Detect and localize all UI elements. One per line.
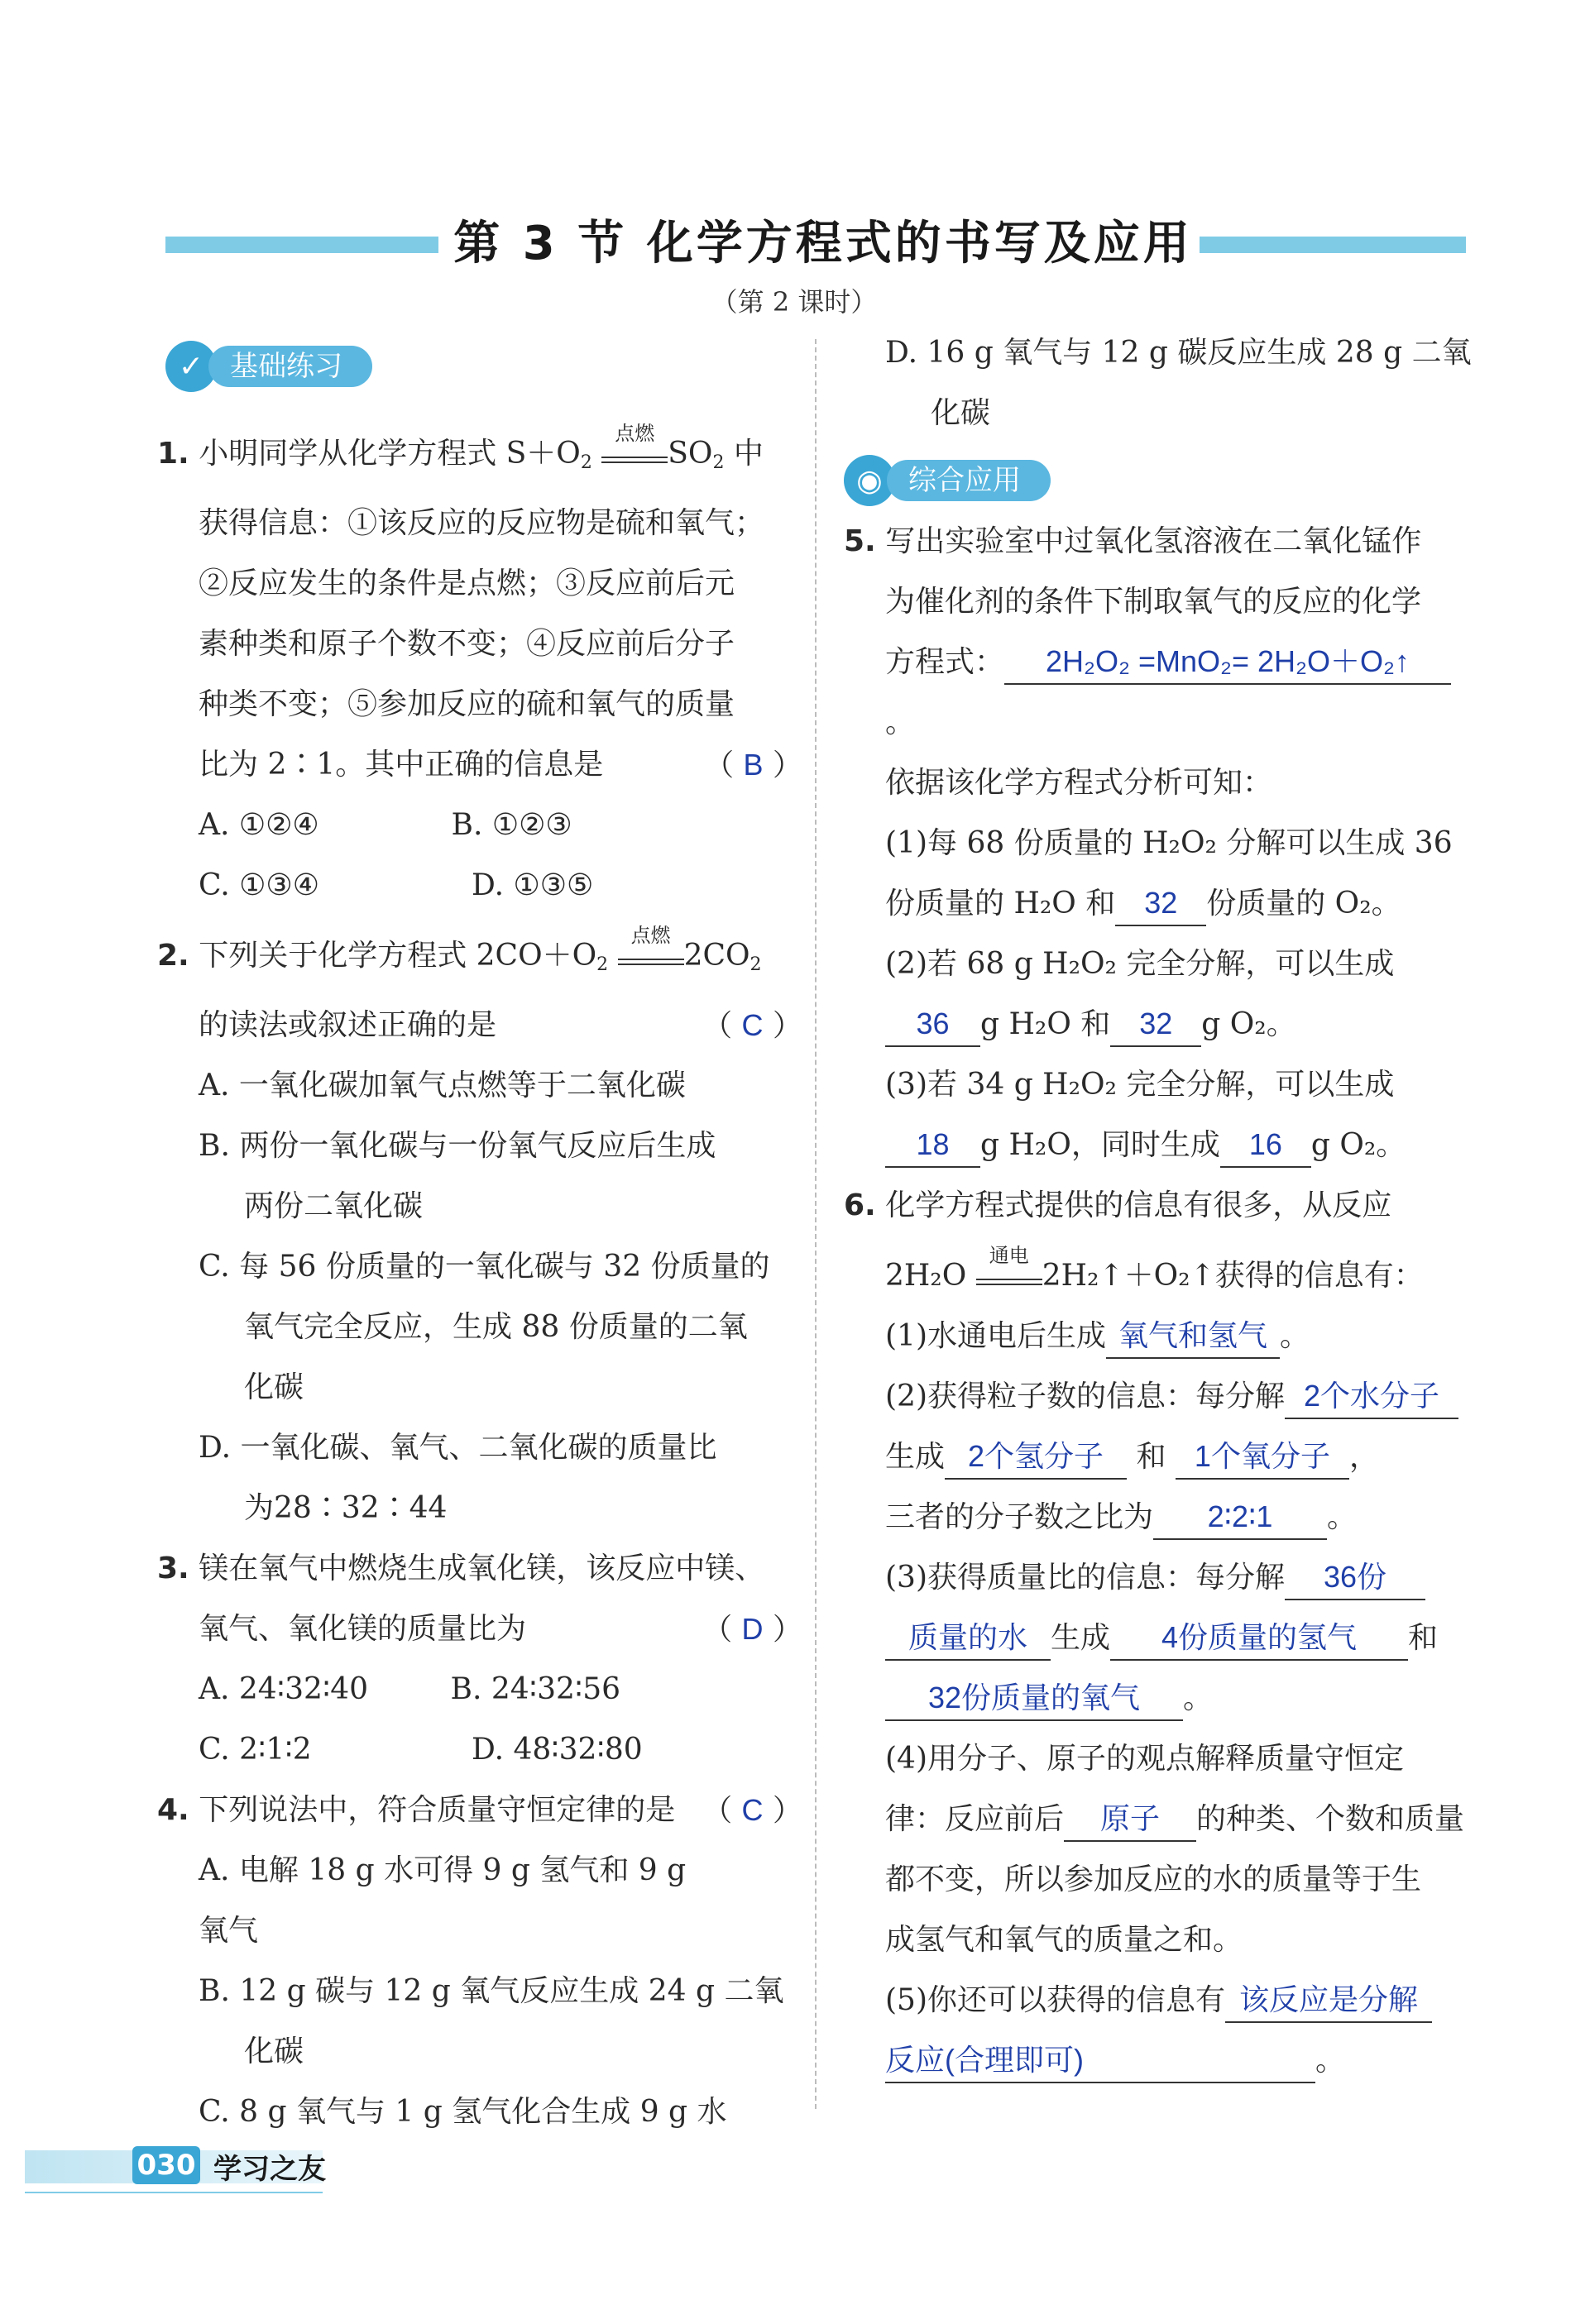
page-title: 第 3 节 化学方程式的书写及应用 [453,217,1193,270]
q6-part5a: (5)你还可以获得的信息有 [885,1983,1225,2017]
q6-part4c: 的种类、个数和质量 [1196,1802,1465,1836]
q2-option-c2: 氧气完全反应，生成 88 份质量的二氧 [244,1310,748,1344]
q4-option-d2: 化碳 [931,396,991,430]
q6-part3a: (3)获得质量比的信息：每分解 [885,1561,1285,1595]
globe-icon: ◉ [844,455,895,506]
q5-part2c: g O₂。 [1201,1007,1296,1041]
q2-option-c1: C. 每 56 份质量的一氧化碳与 32 份质量的 [199,1250,770,1284]
q1-o2-sub: 2 [580,452,592,473]
q4-line1: 下列说法中，符合质量守恒定律的是 [199,1793,676,1827]
q6-part3b: 生成 [1051,1621,1111,1655]
right-column [844,323,1473,2091]
q4-option-c: C. 8 g 氧气与 1 g 氢气化合生成 9 g 水 [199,2095,727,2129]
q1-option-b: B. ①②③ [451,808,572,842]
q2-co2-sub: 2 [750,954,762,975]
footer-line [25,2192,323,2193]
title-bar-right [1200,237,1466,253]
q5-part2-answer2: 32 [1110,1002,1201,1047]
section-label-basic: 基础练习 [208,346,372,387]
q1-option-c: C. ①③④ [199,868,319,902]
q5-part1a: (1)每 68 份质量的 H₂O₂ 分解可以生成 36 [885,826,1453,860]
q6-eq-b: 2H₂↑＋O₂↑获得的信息有： [1042,1259,1424,1293]
q4-option-d1: D. 16 g 氧气与 12 g 碳反应生成 28 g 二氧 [885,336,1472,370]
q6-condition: 通电 [989,1244,1029,1267]
q2-option-d1: D. 一氧化碳、氧气、二氧化碳的质量比 [199,1431,717,1465]
q5-part1c: 份质量的 O₂。 [1206,887,1401,921]
q2-answer: C [741,1008,764,1042]
page-subtitle: （第 2 课时） [711,286,878,318]
q6-part5-answer2: 反应(合理即可) [885,2039,1315,2083]
q6-part4a: (4)用分子、原子的观点解释质量守恒定 [885,1742,1404,1776]
q5-part1-answer: 32 [1115,882,1206,926]
q2-option-d2: 为28∶32∶44 [244,1491,448,1525]
q2-answer-paren: （ C ） [702,1008,802,1043]
q2-line1a: 下列关于化学方程式 2CO＋O [199,939,597,973]
q2-option-b1: B. 两份一氧化碳与一份氧气反应后生成 [199,1129,716,1163]
q6-part2c: 和 [1136,1440,1166,1474]
q4-option-a: A. 电解 18 g 水可得 9 g 氢气和 9 g 氧气 [199,1853,687,1948]
q5-line2: 为催化剂的条件下制取氧气的反应的化学 [885,585,1422,619]
q1-line1a: 小明同学从化学方程式 S＋O [199,437,581,471]
q5-part3-answer1: 18 [885,1123,980,1168]
q6-part2b: 生成 [885,1440,946,1474]
q5-part2b: g H₂O 和 [980,1007,1111,1041]
q2-option-a: A. 一氧化碳加氧气点燃等于二氧化碳 [199,1069,686,1102]
q6-part3c: 和 [1408,1621,1439,1655]
question-3 [157,1538,802,1780]
section-label-comprehensive: 综合应用 [887,460,1051,501]
q6-part2a: (2)获得粒子数的信息：每分解 [885,1380,1285,1413]
q2-line2: 的读法或叙述正确的是 [199,1008,497,1042]
question-4 [157,1780,802,2142]
q3-answer: D [741,1612,764,1646]
q3-option-a: A. 24∶32∶40 [199,1672,369,1706]
q5-part3c: g O₂。 [1310,1128,1406,1162]
q1-line1c: 中 [724,437,764,471]
q6-part2-answer1: 2个水分子 [1285,1375,1458,1419]
q6-part2-answer4: 2∶2∶1 [1153,1495,1327,1540]
q6-part4-answer: 原子 [1064,1797,1196,1842]
q6-part3-answer1: 36份 [1285,1556,1425,1600]
q5-part2a: (2)若 68 g H₂O₂ 完全分解，可以生成 [885,947,1395,981]
q4-option-b2: 化碳 [244,2035,304,2068]
question-6 [844,1175,1473,2091]
q5-part3-answer2: 16 [1220,1123,1311,1168]
q6-part2e: 三者的分子数之比为 [885,1500,1154,1534]
q2-line1b: 2CO [683,939,750,973]
title-bar-left [165,237,438,253]
q6-part5-answer1: 该反应是分解 [1225,1978,1432,2023]
q3-number: 3. [157,1552,189,1585]
q5-line3-label: 方程式： [885,645,1005,679]
q1-line2: 获得信息：①该反应的反应物是硫和氧气； [199,506,765,540]
q1-line1b: SO [668,437,713,471]
q6-part3d: 。 [1183,1681,1214,1715]
q6-part3-answer4: 32份质量的氧气 [885,1676,1183,1721]
left-column [157,423,802,2142]
q6-part1b: 。 [1280,1319,1310,1353]
q4-answer-paren: （ C ） [702,1793,802,1828]
q6-part3-answer3: 4份质量的氢气 [1110,1616,1408,1661]
q3-option-d: D. 48∶32∶80 [472,1733,643,1767]
q4-answer: C [741,1793,764,1827]
q6-part5b: 。 [1315,2044,1346,2078]
q5-line1: 写出实验室中过氧化氢溶液在二氧化锰作 [885,524,1422,558]
q1-so2-sub: 2 [712,452,725,473]
column-divider [815,339,817,2109]
q1-option-a: A. ①②④ [199,808,319,842]
q6-part4e: 成氢气和氧气的质量之和。 [885,1923,1243,1957]
q5-part3a: (3)若 34 g H₂O₂ 完全分解，可以生成 [885,1068,1395,1102]
q1-line4: 素种类和原子个数不变；④反应前后分子 [199,627,735,661]
leaf-icon: ✓ [165,341,217,392]
q6-part3-answer2: 质量的水 [885,1616,1051,1661]
q4-option-b1: B. 12 g 碳与 12 g 氧气反应生成 24 g 二氧 [199,1974,784,2008]
q3-line2: 氧气、氧化镁的质量比为 [199,1612,527,1646]
question-5: 5. 写出实验室中过氧化氢溶液在二氧化锰作 为催化剂的条件下制取氧气的反应的化学 方程式： 2H₂O₂ =MnO₂= 2H₂O＋O₂↑。 依据该化学方程式分析可知： (1)每 68 份质量的 H₂O₂ 分解可以生成 36 份质量的 H₂O 和 32 份质量的 O₂。 (2)若 68 g H₂O₂ 完全分解，可以生成 36 g H₂O 和 32 g O₂。 (3)若 34 g H₂O₂ 完全分解，可以生成 18 g H₂O，同时生成 16 g O₂。 [844,511,1473,1175]
q6-part4b: 律：反应前后 [885,1802,1065,1836]
q5-part1b: 份质量的 H₂O 和 [885,887,1116,921]
q3-line1: 镁在氧气中燃烧生成氧化镁，该反应中镁、 [199,1552,765,1585]
q6-part1a: (1)水通电后生成 [885,1319,1106,1353]
q1-number: 1. [157,437,189,471]
q1-condition: 点燃 [615,422,655,445]
q6-part1-answer: 氧气和氢气 [1106,1314,1280,1359]
q6-part4d: 都不变，所以参加反应的水的质量等于生 [885,1863,1422,1896]
q5-line4: 依据该化学方程式分析可知： [885,766,1273,800]
q6-line1: 化学方程式提供的信息有很多，从反应 [885,1188,1392,1222]
page-number: 030 [132,2146,200,2184]
q6-eq-a: 2H₂O [885,1259,967,1293]
q6-part2d: ， [1348,1440,1379,1474]
q1-line3: ②反应发生的条件是点燃；③反应前后元 [199,567,735,600]
q6-part2-answer3: 1个氧分子 [1176,1435,1349,1480]
q5-part2-answer1: 36 [885,1002,980,1047]
q6-number: 6. [844,1188,876,1222]
q2-option-b2: 两份二氧化碳 [244,1189,424,1223]
q2-o2-sub: 2 [596,954,609,975]
q6-part2f: 。 [1327,1500,1358,1534]
q2-number: 2. [157,939,189,973]
question-2 [157,925,802,1538]
q2-equation-sign [618,924,684,965]
q5-number: 5. [844,524,876,558]
section-badge-basic [165,341,372,392]
q6-part2-answer2: 2个氢分子 [945,1435,1127,1480]
q1-option-d: D. ①③⑤ [472,868,594,902]
question-1 [157,423,802,916]
q2-condition: 点燃 [630,924,671,947]
q3-option-b: B. 24∶32∶56 [450,1672,621,1706]
section-badge-comprehensive [844,455,1473,506]
q6-equation-sign [976,1244,1042,1285]
q3-option-c: C. 2∶1∶2 [199,1733,312,1767]
q1-line5: 种类不变；⑤参加反应的硫和氧气的质量 [199,687,735,721]
q2-option-c3: 化碳 [244,1370,304,1404]
q4-number: 4. [157,1793,189,1827]
q5-part3b: g H₂O，同时生成 [980,1128,1220,1162]
book-name: 学习之友 [213,2153,326,2186]
q1-answer-paren: （ B ） [704,748,802,782]
q1-line6: 比为 2∶1。其中正确的信息是 [199,748,604,782]
q1-answer: B [743,748,764,782]
q5-equation-answer: 2H₂O₂ =MnO₂= 2H₂O＋O₂↑ [1004,640,1451,685]
q3-answer-paren: （ D ） [702,1612,802,1647]
q1-equation-sign [601,422,668,463]
